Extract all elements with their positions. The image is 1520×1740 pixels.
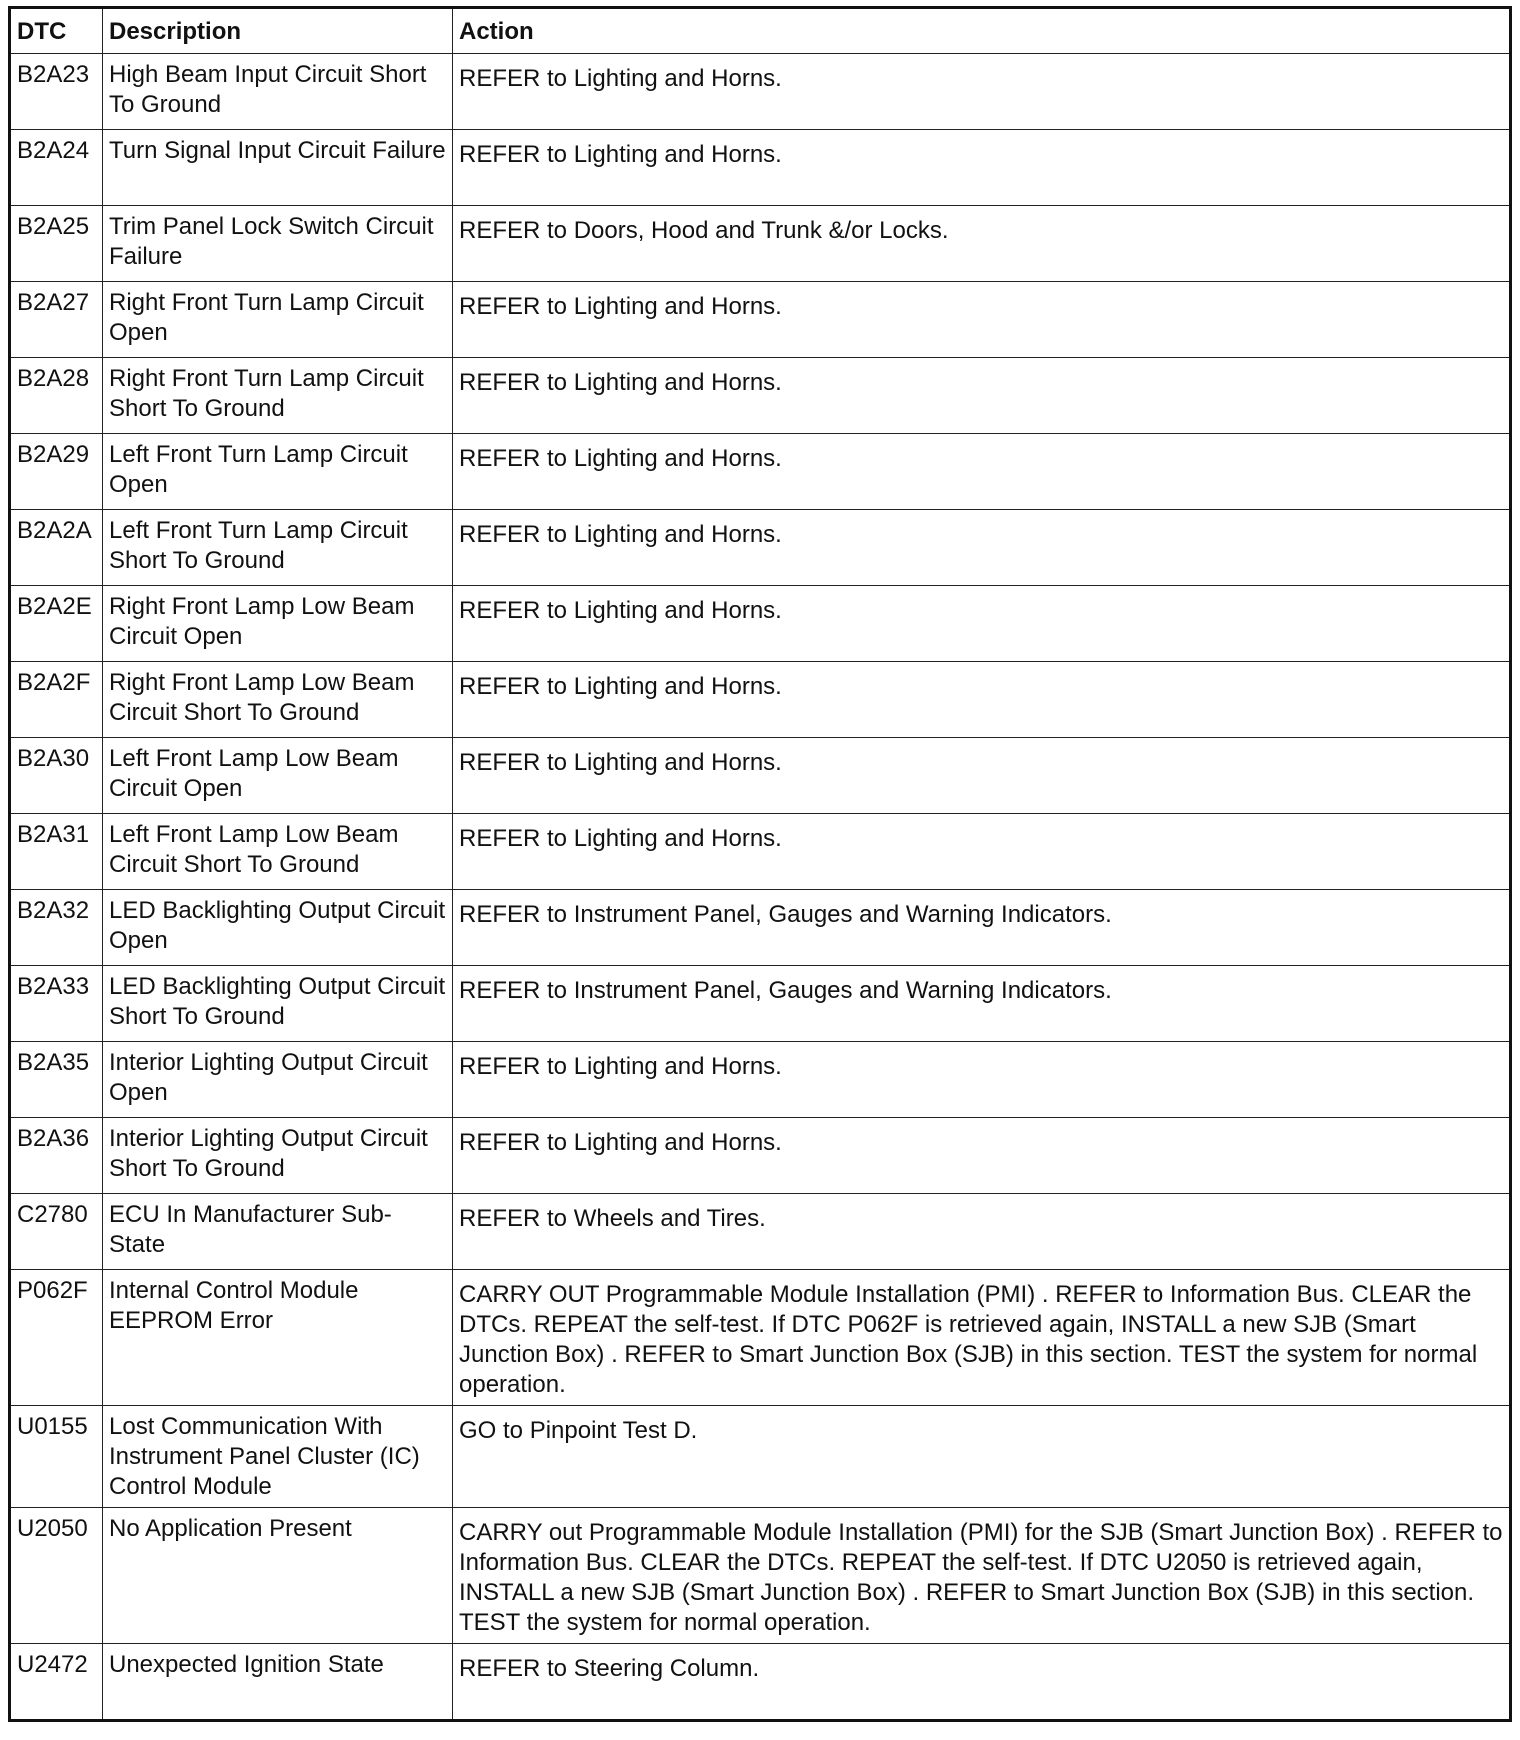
action-cell: REFER to Lighting and Horns. bbox=[453, 358, 1511, 434]
header-action: Action bbox=[453, 8, 1511, 54]
action-cell: REFER to Instrument Panel, Gauges and Warning Indicators. bbox=[453, 890, 1511, 966]
action-cell: REFER to Lighting and Horns. bbox=[453, 1118, 1511, 1194]
description-cell: Right Front Turn Lamp Circuit Open bbox=[103, 282, 453, 358]
dtc-code-cell: B2A31 bbox=[10, 814, 103, 890]
dtc-code-cell: B2A36 bbox=[10, 1118, 103, 1194]
table-row bbox=[10, 890, 1511, 966]
action-cell: REFER to Lighting and Horns. bbox=[453, 662, 1511, 738]
action-cell: CARRY out Programmable Module Installation (PMI) for the SJB (Smart Junction Box) . REFER to Information Bus. CLEAR the DTCs. REPEAT the self-test. If DTC U2050 is retrieved again, INSTALL a new SJB (Smart Junction Box) . REFER to Smart Junction Box (SJB) in this section. TEST the system for normal operation. bbox=[453, 1508, 1511, 1644]
description-cell: High Beam Input Circuit Short To Ground bbox=[103, 54, 453, 130]
dtc-code-cell: B2A32 bbox=[10, 890, 103, 966]
description-cell: Trim Panel Lock Switch Circuit Failure bbox=[103, 206, 453, 282]
dtc-code-cell: B2A28 bbox=[10, 358, 103, 434]
action-cell: REFER to Lighting and Horns. bbox=[453, 434, 1511, 510]
table-row bbox=[10, 358, 1511, 434]
dtc-code-cell: B2A33 bbox=[10, 966, 103, 1042]
dtc-code-cell: B2A25 bbox=[10, 206, 103, 282]
dtc-code-cell: U2050 bbox=[10, 1508, 103, 1644]
dtc-code-cell: B2A35 bbox=[10, 1042, 103, 1118]
table-row bbox=[10, 206, 1511, 282]
action-cell: REFER to Instrument Panel, Gauges and Warning Indicators. bbox=[453, 966, 1511, 1042]
description-cell: Lost Communication With Instrument Panel Cluster (IC) Control Module bbox=[103, 1406, 453, 1508]
action-cell: GO to Pinpoint Test D. bbox=[453, 1406, 1511, 1508]
description-cell: LED Backlighting Output Circuit Short To Ground bbox=[103, 966, 453, 1042]
description-cell: Turn Signal Input Circuit Failure bbox=[103, 130, 453, 206]
table-row bbox=[10, 586, 1511, 662]
table-row bbox=[10, 434, 1511, 510]
table-row bbox=[10, 510, 1511, 586]
dtc-code-cell: B2A27 bbox=[10, 282, 103, 358]
table-row bbox=[10, 1042, 1511, 1118]
description-cell: Left Front Turn Lamp Circuit Short To Ground bbox=[103, 510, 453, 586]
description-cell: No Application Present bbox=[103, 1508, 453, 1644]
action-cell: REFER to Doors, Hood and Trunk &/or Locks. bbox=[453, 206, 1511, 282]
description-cell: Interior Lighting Output Circuit Open bbox=[103, 1042, 453, 1118]
description-cell: Interior Lighting Output Circuit Short To Ground bbox=[103, 1118, 453, 1194]
table-row bbox=[10, 814, 1511, 890]
action-cell: REFER to Lighting and Horns. bbox=[453, 54, 1511, 130]
table-row bbox=[10, 1644, 1511, 1721]
table-row bbox=[10, 1406, 1511, 1508]
description-cell: Internal Control Module EEPROM Error bbox=[103, 1270, 453, 1406]
dtc-code-cell: U2472 bbox=[10, 1644, 103, 1721]
action-cell: REFER to Lighting and Horns. bbox=[453, 1042, 1511, 1118]
table-row bbox=[10, 1194, 1511, 1270]
description-cell: Left Front Lamp Low Beam Circuit Short To Ground bbox=[103, 814, 453, 890]
action-cell: REFER to Lighting and Horns. bbox=[453, 510, 1511, 586]
description-cell: Right Front Turn Lamp Circuit Short To Ground bbox=[103, 358, 453, 434]
table-row bbox=[10, 738, 1511, 814]
action-cell: REFER to Wheels and Tires. bbox=[453, 1194, 1511, 1270]
description-cell: Left Front Turn Lamp Circuit Open bbox=[103, 434, 453, 510]
action-cell: REFER to Lighting and Horns. bbox=[453, 130, 1511, 206]
dtc-code-cell: B2A2F bbox=[10, 662, 103, 738]
table-row bbox=[10, 1508, 1511, 1644]
description-cell: LED Backlighting Output Circuit Open bbox=[103, 890, 453, 966]
dtc-code-cell: B2A24 bbox=[10, 130, 103, 206]
dtc-code-cell: U0155 bbox=[10, 1406, 103, 1508]
action-cell: REFER to Lighting and Horns. bbox=[453, 282, 1511, 358]
action-cell: CARRY OUT Programmable Module Installation (PMI) . REFER to Information Bus. CLEAR the DTCs. REPEAT the self-test. If DTC P062F is retrieved again, INSTALL a new SJB (Smart Junction Box) . REFER to Smart Junction Box (SJB) in this section. TEST the system for normal operation. bbox=[453, 1270, 1511, 1406]
description-cell: Left Front Lamp Low Beam Circuit Open bbox=[103, 738, 453, 814]
action-cell: REFER to Lighting and Horns. bbox=[453, 586, 1511, 662]
table-row bbox=[10, 1118, 1511, 1194]
header-description: Description bbox=[103, 8, 453, 54]
dtc-code-cell: C2780 bbox=[10, 1194, 103, 1270]
table-row bbox=[10, 54, 1511, 130]
dtc-code-cell: B2A2A bbox=[10, 510, 103, 586]
dtc-code-cell: B2A29 bbox=[10, 434, 103, 510]
action-cell: REFER to Lighting and Horns. bbox=[453, 814, 1511, 890]
description-cell: Right Front Lamp Low Beam Circuit Open bbox=[103, 586, 453, 662]
description-cell: ECU In Manufacturer Sub-State bbox=[103, 1194, 453, 1270]
dtc-code-cell: B2A30 bbox=[10, 738, 103, 814]
table-body bbox=[10, 54, 1511, 1721]
dtc-code-cell: B2A23 bbox=[10, 54, 103, 130]
dtc-code-cell: B2A2E bbox=[10, 586, 103, 662]
description-cell: Right Front Lamp Low Beam Circuit Short To Ground bbox=[103, 662, 453, 738]
action-cell: REFER to Steering Column. bbox=[453, 1644, 1511, 1721]
action-cell: REFER to Lighting and Horns. bbox=[453, 738, 1511, 814]
table-row bbox=[10, 1270, 1511, 1406]
header-row bbox=[10, 8, 1511, 54]
table-row bbox=[10, 282, 1511, 358]
table-row bbox=[10, 662, 1511, 738]
table-row bbox=[10, 966, 1511, 1042]
dtc-table bbox=[8, 6, 1512, 1722]
description-cell: Unexpected Ignition State bbox=[103, 1644, 453, 1721]
header-dtc: DTC bbox=[10, 8, 103, 54]
table-row bbox=[10, 130, 1511, 206]
dtc-code-cell: P062F bbox=[10, 1270, 103, 1406]
